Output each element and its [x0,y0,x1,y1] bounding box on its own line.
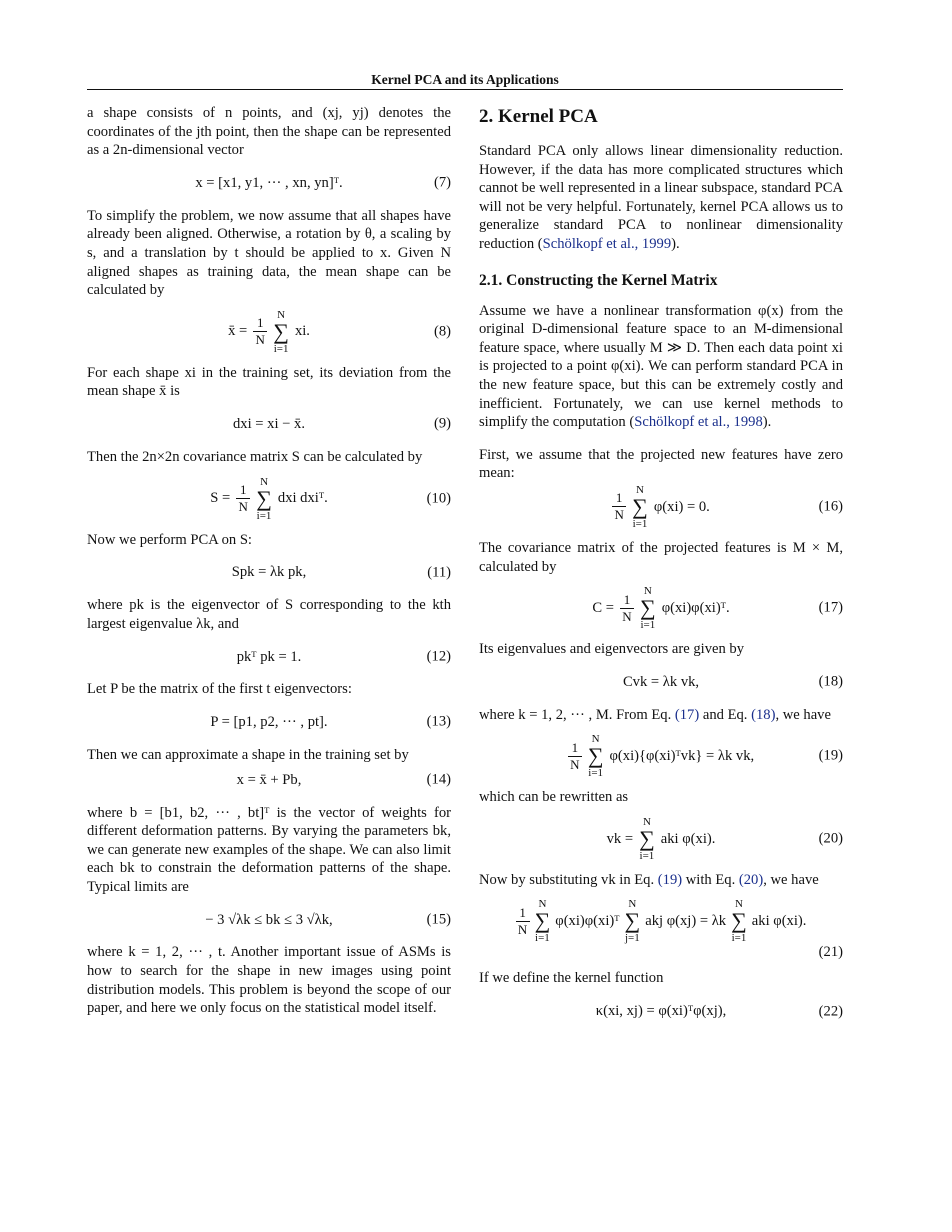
right-column [479,104,843,1035]
equation-part: akj φ(xj) = λk [645,913,727,930]
equation-ref-link[interactable]: (19) [657,871,683,888]
equation-number: (18) [818,673,843,690]
sum-upper: N [643,585,652,598]
equation-number: (9) [433,416,451,433]
summation [588,733,604,779]
frac-denominator: N [517,921,528,937]
sum-lower: i=1 [256,509,272,522]
sum-upper: N [277,308,286,321]
paragraph: where k = 1, 2, ··· , t. Another important issue of ASMs is how to search for the shape in new images using point distribution models. This problem is beyond the scope of our paper, and here we only focus on the statistical model itself. [87,944,451,1017]
text: with Eq. [682,871,739,888]
text: , we have [775,706,831,723]
sigma-icon: ∑ [624,908,641,934]
sum-lower: i=1 [640,619,656,632]
paragraph: where pk is the eigenvector of S corresponding to the kth largest eigenvalue λk, and [87,597,451,632]
equation-expr: dxi = xi − x̄. [233,416,305,433]
summation [639,816,655,862]
equation-7 [87,174,451,193]
paragraph: where b = [b1, b2, ··· , bt]ᵀ is the vector of weights for different deformation patterns. By varying the parameters bk, we can generate new examples of the shape. We can also limit each bk to constrain the deformation patterns of the shape. Typical limits are [87,804,451,895]
equation-rhs: xi. [294,323,310,340]
paragraph: a shape consists of n points, and (xj, yj) denotes the coordinates of the jth point, then the shape can be represented as a 2n-dimensional vector [87,105,451,159]
sum-upper: N [636,483,644,496]
equation-number: (8) [433,323,451,340]
sum-lower: j=1 [625,932,640,945]
equation-22 [479,1002,843,1021]
paragraph: Let P be the matrix of the first t eigenvectors: [87,681,352,698]
equation-number: (17) [818,599,843,616]
fraction [253,316,267,347]
equation-lhs: x̄ = [228,323,248,340]
header-rule [87,89,843,90]
equation-number: (16) [818,498,843,515]
sigma-icon: ∑ [640,595,656,621]
equation-lhs: S = [210,490,231,507]
sum-upper: N [642,815,651,828]
equation-expr: x = [x1, y1, ··· , xn, yn]ᵀ. [195,174,343,191]
paragraph: Its eigenvalues and eigenvectors are given by [479,641,745,658]
summation [273,309,289,355]
sum-upper: N [591,733,600,746]
paragraph: Now we perform PCA on S: [87,531,252,548]
citation-link[interactable]: Schölkopf et al., 1999 [542,235,672,252]
text: Now by substituting vk in Eq. [479,871,658,888]
equation-part: aki φ(xi). [751,913,807,930]
paragraph: First, we assume that the projected new features have zero mean: [479,446,843,482]
paragraph [479,706,843,725]
fraction [612,491,626,522]
equation-part: φ(xi)φ(xi)ᵀ [555,913,620,930]
sum-lower: i=1 [535,932,550,945]
left-column [87,104,451,1018]
equation-12 [87,647,451,666]
sum-lower: i=1 [731,932,747,945]
sum-lower: i=1 [588,767,604,780]
text: , we have [763,871,819,888]
sigma-icon: ∑ [273,318,289,344]
equation-number: (21) [818,943,843,960]
fraction [568,741,582,772]
equation-number: (12) [426,648,451,665]
frac-numerator: 1 [623,591,631,607]
text: ). [762,414,772,431]
sigma-icon: ∑ [632,493,648,519]
equation-15 [87,910,451,929]
equation-14 [87,771,451,790]
paragraph: The covariance matrix of the projected features is M × M, calculated by [479,539,843,575]
paragraph: If we define the kernel function [479,970,664,987]
equation-number: (11) [427,564,451,581]
equation-rhs: dxi dxiᵀ. [277,490,328,507]
equation-expr: Cvk = λk vk, [622,673,700,690]
equation-16 [479,485,843,529]
frac-denominator: N [622,608,632,624]
frac-numerator: 1 [615,490,623,506]
equation-18 [479,673,843,692]
equation-rhs: φ(xi){φ(xi)ᵀvk} = λk vk, [609,747,755,764]
text: ). [671,235,680,252]
fraction [236,483,250,514]
frac-numerator: 1 [257,315,264,331]
frac-denominator: N [255,332,265,348]
sigma-icon: ∑ [639,825,655,851]
paragraph [479,302,843,432]
paragraph: For each shape xi in the training set, its deviation from the mean shape x̄ is [87,364,451,400]
frac-numerator: 1 [239,482,247,498]
sigma-icon: ∑ [534,908,551,934]
sigma-icon: ∑ [256,485,272,511]
paragraph: which can be rewritten as [479,789,629,806]
equation-number: (20) [818,830,843,847]
equation-number: (13) [426,714,451,731]
equation-10 [87,477,451,521]
equation-rhs: aki φ(xi). [660,830,716,847]
sum-lower: i=1 [273,342,289,355]
text: Standard PCA only allows linear dimensionality reduction. However, if the data has more complicated structures which cannot be well represented in a linear subspace, standard PCA will not be very helpful. Fortunately, kernel PCA allows us to generalize standard PCA to nonlinear dimensionality reduction ( [479,143,843,252]
running-title: Kernel PCA and its Applications [371,72,559,87]
fraction [516,906,530,937]
subsection-title: 2.1. Constructing the Kernel Matrix [479,271,718,289]
equation-ref-link[interactable]: (18) [751,706,776,723]
equation-rhs: φ(xi)φ(xi)ᵀ. [661,599,730,616]
summation [625,898,641,944]
text: where k = 1, 2, ··· , M. From Eq. [479,706,675,723]
frac-denominator: N [570,756,580,772]
equation-number: (19) [818,747,843,764]
sum-upper: N [734,898,743,911]
equation-17 [479,586,843,630]
equation-expr: Spk = λk pk, [231,564,307,581]
summation [640,585,656,631]
equation-ref-link[interactable]: (20) [738,871,764,888]
frac-numerator: 1 [571,739,579,755]
sum-lower: i=1 [632,517,648,530]
paragraph [479,142,843,254]
paragraph: To simplify the problem, we now assume that all shapes have already been aligned. Otherwise, a rotation by θ, a scaling by s, and a translation by t should be applied to x. Given N aligned shapes as training data, the mean shape can be calculated by [87,207,451,299]
equation-rhs: φ(xi) = 0. [653,498,710,515]
equation-20 [479,817,843,861]
sigma-icon: ∑ [587,743,604,769]
equation-11 [87,563,451,582]
paragraph: Then we can approximate a shape in the training set by [87,746,409,763]
frac-denominator: N [238,499,248,515]
frac-numerator: 1 [519,904,526,920]
equation-number: (10) [426,490,451,507]
equation-19 [479,734,843,778]
equation-9 [87,415,451,434]
sum-lower: i=1 [639,849,655,862]
paragraph [479,871,843,890]
frac-denominator: N [614,507,624,523]
section-title: 2. Kernel PCA [479,106,598,127]
paragraph: Then the 2n×2n covariance matrix S can be calculated by [87,448,423,465]
equation-13 [87,713,451,732]
citation-link[interactable]: Schölkopf et al., 1998 [634,414,763,431]
equation-number: (7) [433,174,451,191]
summation [731,898,747,944]
equation-expr: P = [p1, p2, ··· , pt]. [210,714,328,731]
summation [632,484,648,530]
sum-upper: N [538,898,547,911]
equation-ref-link[interactable]: (17) [674,706,700,723]
sigma-icon: ∑ [731,908,747,934]
text: Assume we have a nonlinear transformation φ(x) from the original D-dimensional feature space to an M-dimensional feature space, where usually M ≫ D. Then each data point xi is projected to a point φ(xi). We can perform standard PCA in the new feature space, but this can be extremely costly and inefficient. Fortunately, we can use kernel methods to simplify the computation ( [479,302,843,431]
equation-lhs: vk = [606,830,634,847]
equation-number: (14) [426,771,451,788]
equation-number: (22) [818,1003,843,1020]
equation-expr: pkᵀ pk = 1. [236,648,302,665]
summation [535,898,551,944]
equation-number: (15) [426,911,451,928]
equation-8 [87,310,451,354]
equation-21 [479,898,843,960]
sum-upper: N [260,475,269,488]
text: and Eq. [699,706,752,723]
equation-lhs: C = [592,599,614,616]
equation-expr: x = x̄ + Pb, [236,771,302,788]
summation [256,476,272,522]
equation-expr: − 3 √λk ≤ bk ≤ 3 √λk, [205,911,333,928]
fraction [620,593,634,624]
sum-upper: N [628,898,637,911]
equation-expr: κ(xi, xj) = φ(xi)ᵀφ(xj), [595,1003,727,1020]
